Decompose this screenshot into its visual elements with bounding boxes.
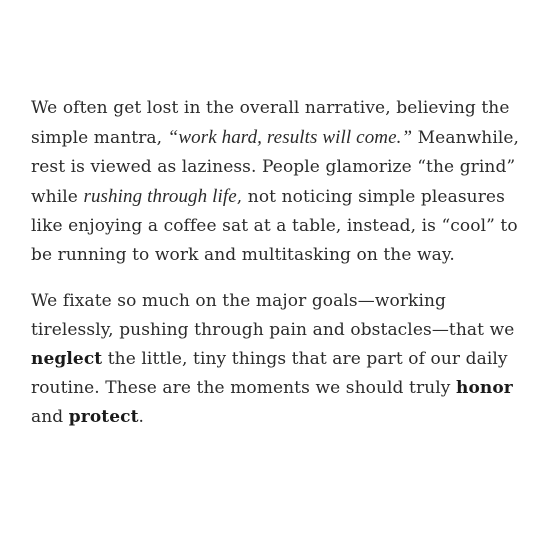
text-segment: while bbox=[31, 187, 84, 207]
text-line bbox=[31, 94, 536, 123]
bold-word: honor bbox=[456, 378, 513, 398]
text-segment: the little, tiny things that are part of our daily bbox=[102, 349, 508, 369]
text-line bbox=[31, 241, 536, 270]
paragraph-2 bbox=[31, 287, 536, 432]
text-segment: simple mantra, bbox=[31, 128, 168, 148]
text-segment: We often get lost in the overall narrative, believing the bbox=[31, 98, 510, 118]
text-segment: tirelessly, pushing through pain and obstacles—that we bbox=[31, 320, 515, 340]
text-line bbox=[31, 316, 536, 345]
text-segment: and bbox=[31, 407, 69, 427]
text-segment: , not noticing simple pleasures bbox=[236, 187, 505, 207]
bold-word: neglect bbox=[31, 349, 103, 369]
italic-phrase: rushing through life bbox=[83, 186, 237, 207]
text-segment: like enjoying a coffee sat at a table, instead, is “cool” to bbox=[31, 216, 518, 236]
body-text bbox=[31, 94, 536, 432]
text-segment: routine. These are the moments we should truly bbox=[31, 378, 456, 398]
text-segment: rest is viewed as laziness. People glamorize “the grind” bbox=[31, 157, 516, 177]
text-line bbox=[31, 182, 536, 212]
text-line bbox=[31, 374, 536, 403]
text-line bbox=[31, 212, 536, 241]
text-segment: . bbox=[138, 407, 145, 427]
italic-phrase: “work hard, results will come.” bbox=[167, 127, 413, 148]
text-line bbox=[31, 403, 536, 432]
text-segment: be running to work and multitasking on the way. bbox=[31, 245, 455, 265]
text-line bbox=[31, 153, 536, 182]
bold-word: protect bbox=[68, 407, 139, 427]
text-line bbox=[31, 123, 536, 153]
text-line bbox=[31, 287, 536, 316]
text-segment: Meanwhile, bbox=[412, 128, 520, 148]
text-segment: We fixate so much on the major goals—working bbox=[31, 291, 447, 311]
paragraph-1 bbox=[31, 94, 536, 270]
text-line bbox=[31, 345, 536, 374]
